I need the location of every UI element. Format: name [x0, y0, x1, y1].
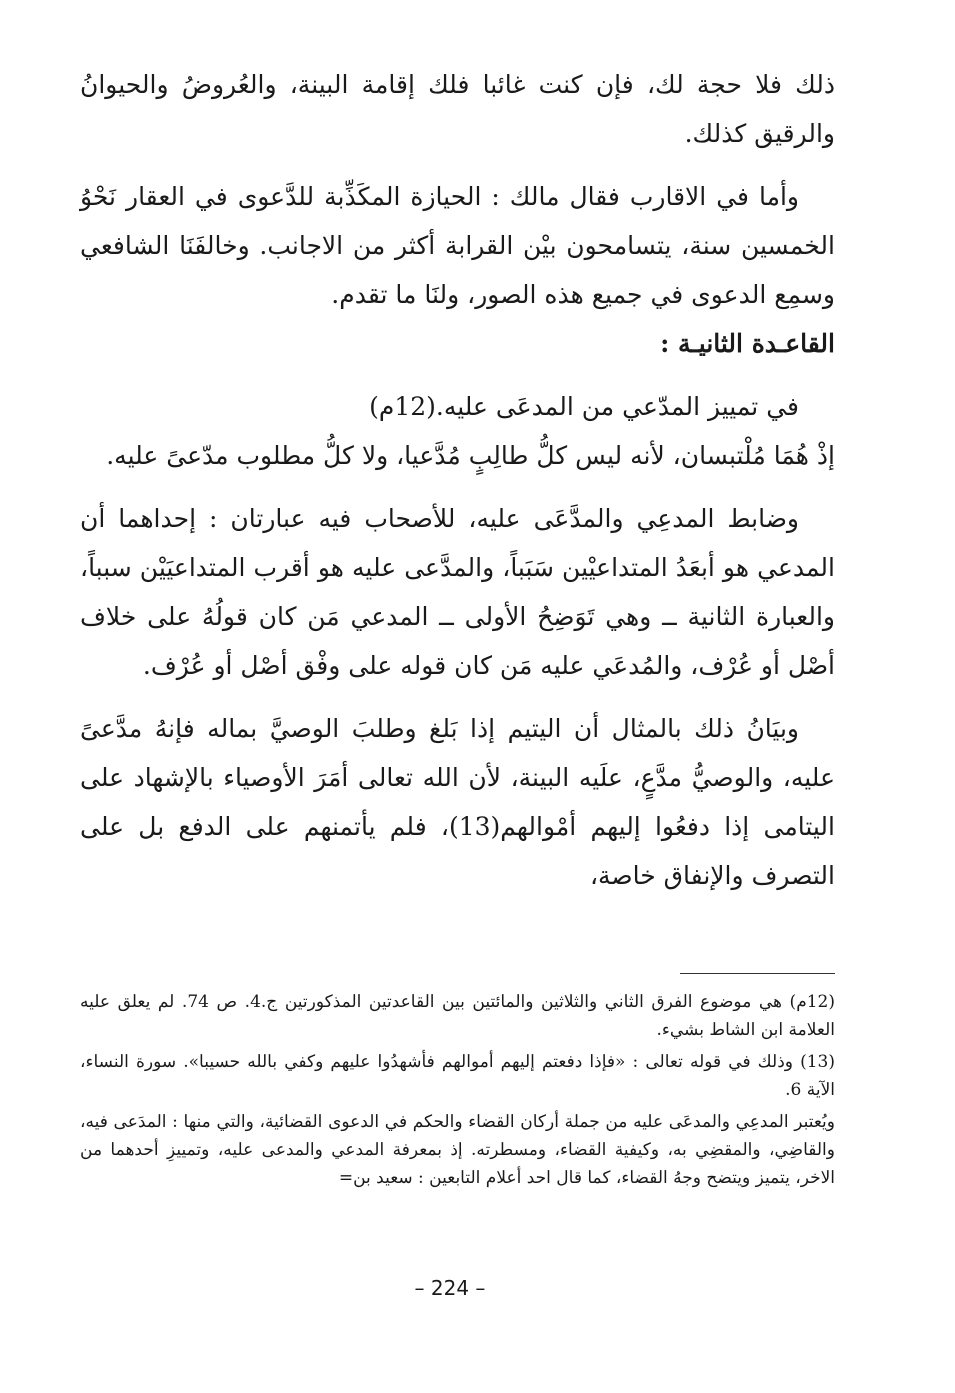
paragraph-6: وبيَانُ ذلك بالمثال أن اليتيم إذا بَلغ وطلبَ الوصيَّ بماله فإنهُ مدَّعىً عليه، والوصيُّ مدَّعٍ، علَيه البينة، لأن الله تعالى أمَرَ الأوصياء بالإشهاد على اليتامى إذا دفعُوا إليهم أمْوالهم(13)، فلم يأتمنهم على الدفع بل على التصرف والإنفاق خاصة، — [80, 714, 835, 890]
paragraph-3: في تمييز المدّعي من المدعَى عليه.(12م) — [369, 392, 799, 421]
paragraph-1: ذلك فلا حجة لك، فإن كنت غائبا فلك إقامة البينة، والعُروضُ والحيوانُ والرقيق كذلك. — [80, 70, 835, 148]
footnote-13: (13) وذلك في قوله تعالى : «فإذا دفعتم إليهم أموالهم فأشهدُوا عليهم وكفي بالله حسيبا». سورة النساء، الآية 6. — [80, 1052, 835, 1100]
footnotes — [80, 988, 835, 1192]
paragraph-4: إذْ هُمَا مُلْتبسان، لأنه ليس كلُّ طالِبٍ مُدَّعيا، ولا كلُّ مطلوب مدّعىً عليه. — [106, 441, 835, 470]
page-number: – 224 – — [414, 1276, 486, 1300]
footnote-separator — [680, 973, 835, 974]
section-heading: القاعـدة الثانيـة : — [660, 329, 835, 358]
footnote-12m: (12م) هي موضوع الفرق الثاني والثلاثين والمائتين بين القاعدتين المذكورتين ج.4. ص 74. لم يعلق عليه العلامة ابن الشاط بشيء. — [80, 992, 836, 1040]
paragraph-2: وأما في الاقارب فقال مالك : الحيازة المكَذِّبة للدَّعوى في العقار نَحْوُ الخمسين سنة، يتسامحون بيْن القرابة أكثر من الاجانب. وخالفَنَا الشافعي وسمِع الدعوى في جميع هذه الصور، ولنَا ما تقدم. — [80, 182, 835, 309]
paragraph-5: وضابط المدعِي والمدَّعَى عليه، للأصحاب فيه عبارتان : إحداهما أن المدعي هو أبعَدُ المتداعيْين سَبَباً، والمدَّعى عليه هو أقرب المتداعيَيْن سبباً، والعبارة الثانية ــ وهي تَوَضِحُ الأولى ــ المدعي مَن كان قولُهُ على خلاف أصْل أو عُرْف، والمُدعَي عليه مَن كان قوله على وفْق أصْل أو عُرْف. — [80, 504, 835, 680]
footnote-13-continued: ويُعتبر المدعِي والمدعَى عليه من جملة أركان القضاء والحكم في الدعوى القضائية، والتي منها : المدَعى فيه، والقاضِي، والمقضِي به، وكيفية القضاء، ومسطرته. إذ بمعرفة المدعي والمدعى عليه، وتمييزِ أحدهما من الاخر، يتميز ويتضح وجهُ القضاء، كما قال احد أعلام التابعين : سعيد بن= — [80, 1112, 835, 1188]
main-text — [80, 60, 835, 900]
